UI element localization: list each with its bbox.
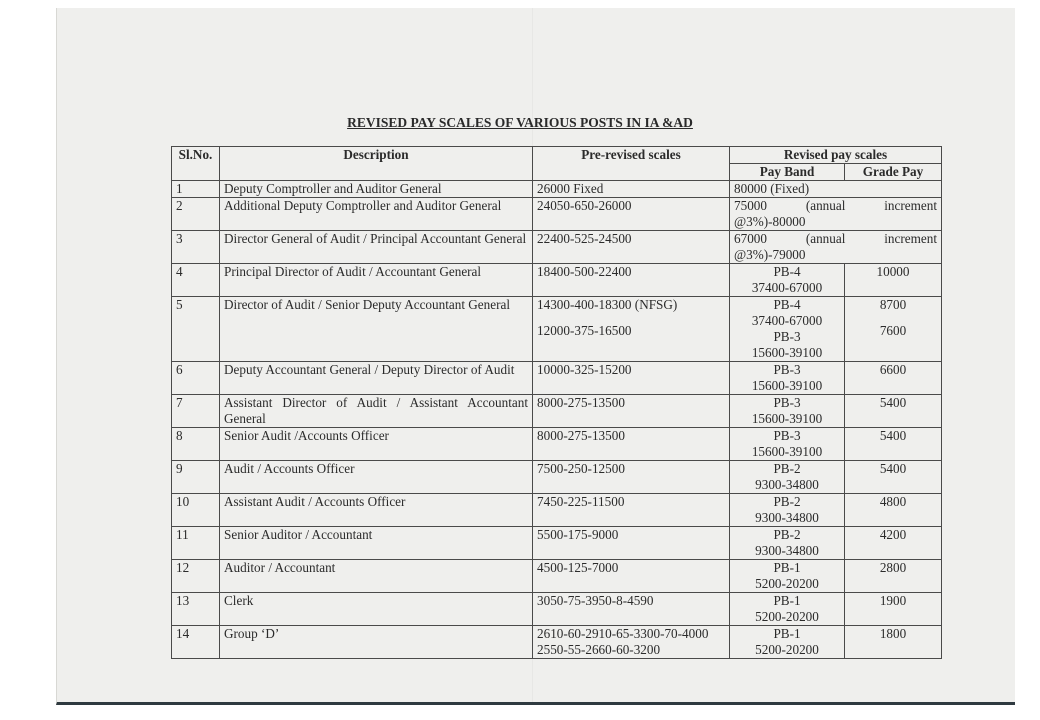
line-gap <box>849 313 937 323</box>
grade-pay-cell <box>845 494 942 527</box>
pay-band-cell <box>730 395 845 428</box>
pre-revised-cell <box>533 395 730 428</box>
pay-band-name: PB-2 <box>773 494 801 509</box>
pay-band-range: 15600-39100 <box>751 411 823 426</box>
grade-pay-value: 5400 <box>879 461 907 476</box>
table-row <box>172 461 942 494</box>
pre-revised-value: 12000-375-16500 <box>537 323 632 338</box>
grade-pay-cell <box>845 362 942 395</box>
header-pre-revised: Pre-revised scales <box>533 147 730 181</box>
pre-revised-value: 14300-400-18300 (NFSG) <box>537 297 678 312</box>
table-row <box>172 297 942 362</box>
description-cell: Principal Director of Audit / Accountant General <box>220 264 533 297</box>
pay-band-cell <box>730 560 845 593</box>
pre-revised-cell <box>533 181 730 198</box>
grade-pay-value: 6600 <box>879 362 907 377</box>
sl-no-cell: 5 <box>172 297 220 362</box>
pre-revised-value: 5500-175-9000 <box>537 527 619 542</box>
pay-band-cell <box>730 297 845 362</box>
pay-band-cell <box>730 527 845 560</box>
pre-revised-value: 2610-60-2910-65-3300-70-4000 <box>537 626 709 641</box>
table-row <box>172 395 942 428</box>
pre-revised-cell <box>533 461 730 494</box>
grade-pay-value: 4200 <box>879 527 907 542</box>
pre-revised-cell <box>533 527 730 560</box>
description-cell: Senior Auditor / Accountant <box>220 527 533 560</box>
pre-revised-cell <box>533 297 730 362</box>
pay-band-name: PB-1 <box>773 593 801 608</box>
sl-no-cell: 10 <box>172 494 220 527</box>
table-row <box>172 494 942 527</box>
grade-pay-cell <box>845 560 942 593</box>
description-cell: Auditor / Accountant <box>220 560 533 593</box>
sl-no-cell: 9 <box>172 461 220 494</box>
header-sl-no: Sl.No. <box>172 147 220 181</box>
description-cell: Clerk <box>220 593 533 626</box>
pre-revised-cell <box>533 494 730 527</box>
pay-band-name: PB-4 <box>773 297 801 312</box>
pay-band-cell <box>730 461 845 494</box>
pay-band-cell <box>730 593 845 626</box>
sl-no-cell: 13 <box>172 593 220 626</box>
table-row <box>172 264 942 297</box>
pre-revised-value: 8000-275-13500 <box>537 428 625 443</box>
grade-pay-cell <box>845 626 942 659</box>
grade-pay-cell <box>845 395 942 428</box>
sl-no-cell: 4 <box>172 264 220 297</box>
pay-band-name: PB-2 <box>773 527 801 542</box>
pay-band-name: PB-4 <box>773 264 801 279</box>
pre-revised-cell <box>533 626 730 659</box>
pay-band-name: PB-1 <box>773 560 801 575</box>
sl-no-cell: 3 <box>172 231 220 264</box>
pre-revised-value: 26000 Fixed <box>537 181 604 196</box>
header-grade-pay: Grade Pay <box>845 164 942 181</box>
pay-band-cell <box>730 428 845 461</box>
pay-band-cell <box>730 494 845 527</box>
grade-pay-cell <box>845 264 942 297</box>
sl-no-cell: 8 <box>172 428 220 461</box>
description-cell: Assistant Director of Audit / Assistant Accountant General <box>220 395 533 428</box>
sl-no-cell: 12 <box>172 560 220 593</box>
table-row <box>172 181 942 198</box>
pay-band-range: 9300-34800 <box>755 477 819 492</box>
header-description: Description <box>220 147 533 181</box>
pay-band-cell <box>730 264 845 297</box>
grade-pay-value: 1800 <box>879 626 907 641</box>
grade-pay-cell <box>845 593 942 626</box>
sl-no-cell: 1 <box>172 181 220 198</box>
pay-band-range: 37400-67000 <box>751 280 823 295</box>
sl-no-cell: 2 <box>172 198 220 231</box>
pay-band-name: PB-1 <box>773 626 801 641</box>
pre-revised-cell <box>533 593 730 626</box>
sl-no-cell: 7 <box>172 395 220 428</box>
pay-band-name: PB-2 <box>773 461 801 476</box>
grade-pay-value: 1900 <box>879 593 907 608</box>
pre-revised-value: 7450-225-11500 <box>537 494 625 509</box>
document-title: REVISED PAY SCALES OF VARIOUS POSTS IN IA &AD <box>347 115 693 130</box>
pay-band-range: 5200-20200 <box>755 642 819 657</box>
description-cell: Director of Audit / Senior Deputy Accountant General <box>220 297 533 362</box>
table-row <box>172 527 942 560</box>
grade-pay-value: 5400 <box>879 428 907 443</box>
description-cell: Group ‘D’ <box>220 626 533 659</box>
pay-band-range: 15600-39100 <box>751 378 823 393</box>
grade-pay-value: 2800 <box>879 560 907 575</box>
pay-band-range: 15600-39100 <box>751 345 823 360</box>
grade-pay-value: 7600 <box>879 323 907 338</box>
pre-revised-value: 8000-275-13500 <box>537 395 625 410</box>
grade-pay-cell <box>845 527 942 560</box>
grade-pay-value: 8700 <box>879 297 907 312</box>
table-row <box>172 362 942 395</box>
pre-revised-value: 18400-500-22400 <box>537 264 632 279</box>
pre-revised-value: 2550-55-2660-60-3200 <box>537 642 661 657</box>
table-row <box>172 593 942 626</box>
grade-pay-value: 5400 <box>879 395 907 410</box>
pay-band-cell <box>730 362 845 395</box>
table-row <box>172 626 942 659</box>
grade-pay-cell <box>845 428 942 461</box>
pre-revised-cell <box>533 560 730 593</box>
sl-no-cell: 14 <box>172 626 220 659</box>
table-row <box>172 560 942 593</box>
pre-revised-cell <box>533 428 730 461</box>
pay-band-range: 5200-20200 <box>755 576 819 591</box>
pay-band-range: 15600-39100 <box>751 444 823 459</box>
pay-band-range: 9300-34800 <box>755 510 819 525</box>
revised-scale-cell: 80000 (Fixed) <box>730 181 942 198</box>
sl-no-cell: 6 <box>172 362 220 395</box>
table-row <box>172 231 942 264</box>
grade-pay-value: 4800 <box>879 494 907 509</box>
pay-band-name: PB-3 <box>773 329 801 344</box>
description-cell: Assistant Audit / Accounts Officer <box>220 494 533 527</box>
grade-pay-cell <box>845 461 942 494</box>
pre-revised-value: 10000-325-15200 <box>537 362 632 377</box>
description-cell: Additional Deputy Comptroller and Auditor General <box>220 198 533 231</box>
pre-revised-value: 3050-75-3950-8-4590 <box>537 593 654 608</box>
pay-band-name: PB-3 <box>773 395 801 410</box>
header-revised: Revised pay scales <box>730 147 942 164</box>
pre-revised-value: 24050-650-26000 <box>537 198 632 213</box>
table-row <box>172 198 942 231</box>
description-cell: Director General of Audit / Principal Accountant General <box>220 231 533 264</box>
pay-band-name: PB-3 <box>773 362 801 377</box>
pay-band-range: 9300-34800 <box>755 543 819 558</box>
pay-scale-table <box>171 146 942 659</box>
pre-revised-cell <box>533 264 730 297</box>
table-row <box>172 428 942 461</box>
pre-revised-cell <box>533 362 730 395</box>
description-cell: Audit / Accounts Officer <box>220 461 533 494</box>
pre-revised-value: 4500-125-7000 <box>537 560 619 575</box>
header-pay-band: Pay Band <box>730 164 845 181</box>
grade-pay-cell <box>845 297 942 362</box>
pre-revised-cell <box>533 198 730 231</box>
revised-scale-cell: 67000 (annual increment @3%)-79000 <box>730 231 942 264</box>
description-cell: Deputy Comptroller and Auditor General <box>220 181 533 198</box>
pre-revised-value: 7500-250-12500 <box>537 461 625 476</box>
pre-revised-value: 22400-525-24500 <box>537 231 632 246</box>
pre-revised-cell <box>533 231 730 264</box>
pay-band-name: PB-3 <box>773 428 801 443</box>
pay-band-range: 5200-20200 <box>755 609 819 624</box>
sl-no-cell: 11 <box>172 527 220 560</box>
description-cell: Senior Audit /Accounts Officer <box>220 428 533 461</box>
grade-pay-value: 10000 <box>876 264 910 279</box>
description-cell: Deputy Accountant General / Deputy Director of Audit <box>220 362 533 395</box>
pay-band-cell <box>730 626 845 659</box>
pay-band-range: 37400-67000 <box>751 313 823 328</box>
revised-scale-cell: 75000 (annual increment @3%)-80000 <box>730 198 942 231</box>
line-gap <box>537 313 725 323</box>
